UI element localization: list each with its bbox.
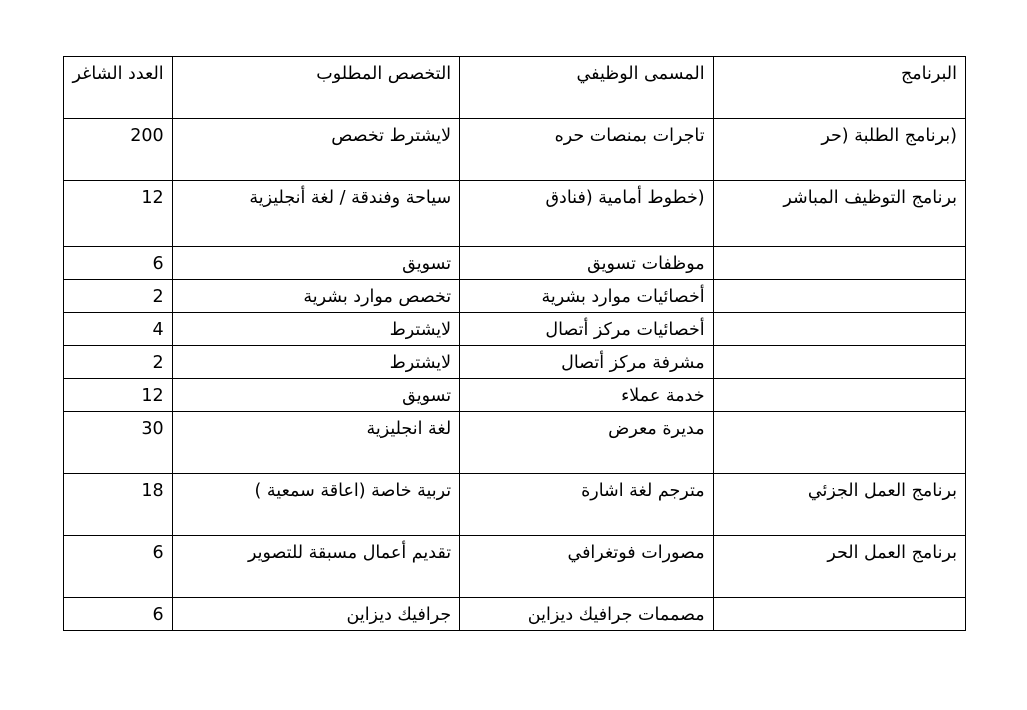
specialization-cell: تربية خاصة (اعاقة سمعية ) (172, 474, 460, 536)
job-title-cell: (خطوط أمامية (فنادق (460, 181, 713, 247)
specialization-cell: سياحة وفندقة / لغة أنجليزية (172, 181, 460, 247)
program-cell (713, 412, 965, 474)
specialization-cell: تسويق (172, 247, 460, 280)
table-row (64, 313, 966, 346)
job-title-cell: مصممات جرافيك ديزاين (460, 598, 713, 631)
table-header-row (64, 57, 966, 119)
program-cell (713, 346, 965, 379)
specialization-cell: تسويق (172, 379, 460, 412)
vacancies-cell: 200 (64, 119, 173, 181)
job-title-cell: مترجم لغة اشارة (460, 474, 713, 536)
job-title-cell: أخصائيات مركز أتصال (460, 313, 713, 346)
table-row (64, 536, 966, 598)
program-cell: (برنامج الطلبة (حر (713, 119, 965, 181)
job-title-cell: أخصائيات موارد بشرية (460, 280, 713, 313)
vacancies-cell: 30 (64, 412, 173, 474)
program-cell (713, 379, 965, 412)
table-row (64, 412, 966, 474)
program-cell (713, 280, 965, 313)
specialization-cell: تقديم أعمال مسبقة للتصوير (172, 536, 460, 598)
specialization-cell: لايشترط (172, 346, 460, 379)
vacancies-cell: 12 (64, 379, 173, 412)
specialization-cell: لايشترط تخصص (172, 119, 460, 181)
vacancies-cell: 2 (64, 346, 173, 379)
table-row (64, 247, 966, 280)
specialization-cell: لايشترط (172, 313, 460, 346)
program-cell (713, 313, 965, 346)
program-cell: برنامج التوظيف المباشر (713, 181, 965, 247)
specialization-cell: لغة انجليزية (172, 412, 460, 474)
specialization-cell: جرافيك ديزاين (172, 598, 460, 631)
vacancies-cell: 6 (64, 247, 173, 280)
vacancies-cell: 18 (64, 474, 173, 536)
table-row (64, 379, 966, 412)
header-vacancies: العدد الشاغر (64, 57, 173, 119)
vacancies-cell: 4 (64, 313, 173, 346)
vacancies-cell: 6 (64, 536, 173, 598)
vacancies-cell: 6 (64, 598, 173, 631)
header-program: البرنامج (713, 57, 965, 119)
table-row (64, 119, 966, 181)
table-row (64, 346, 966, 379)
jobs-table (63, 56, 966, 631)
specialization-cell: تخصص موارد بشرية (172, 280, 460, 313)
vacancies-cell: 12 (64, 181, 173, 247)
job-title-cell: خدمة عملاء (460, 379, 713, 412)
program-cell (713, 598, 965, 631)
job-title-cell: مشرفة مركز أتصال (460, 346, 713, 379)
program-cell (713, 247, 965, 280)
job-title-cell: تاجرات بمنصات حره (460, 119, 713, 181)
job-title-cell: مصورات فوتغرافي (460, 536, 713, 598)
table-row (64, 280, 966, 313)
vacancies-cell: 2 (64, 280, 173, 313)
header-specialization: التخصص المطلوب (172, 57, 460, 119)
job-title-cell: موظفات تسويق (460, 247, 713, 280)
program-cell: برنامج العمل الجزئي (713, 474, 965, 536)
table-row (64, 181, 966, 247)
table-row (64, 598, 966, 631)
program-cell: برنامج العمل الحر (713, 536, 965, 598)
job-title-cell: مديرة معرض (460, 412, 713, 474)
header-job-title: المسمى الوظيفي (460, 57, 713, 119)
table-row (64, 474, 966, 536)
